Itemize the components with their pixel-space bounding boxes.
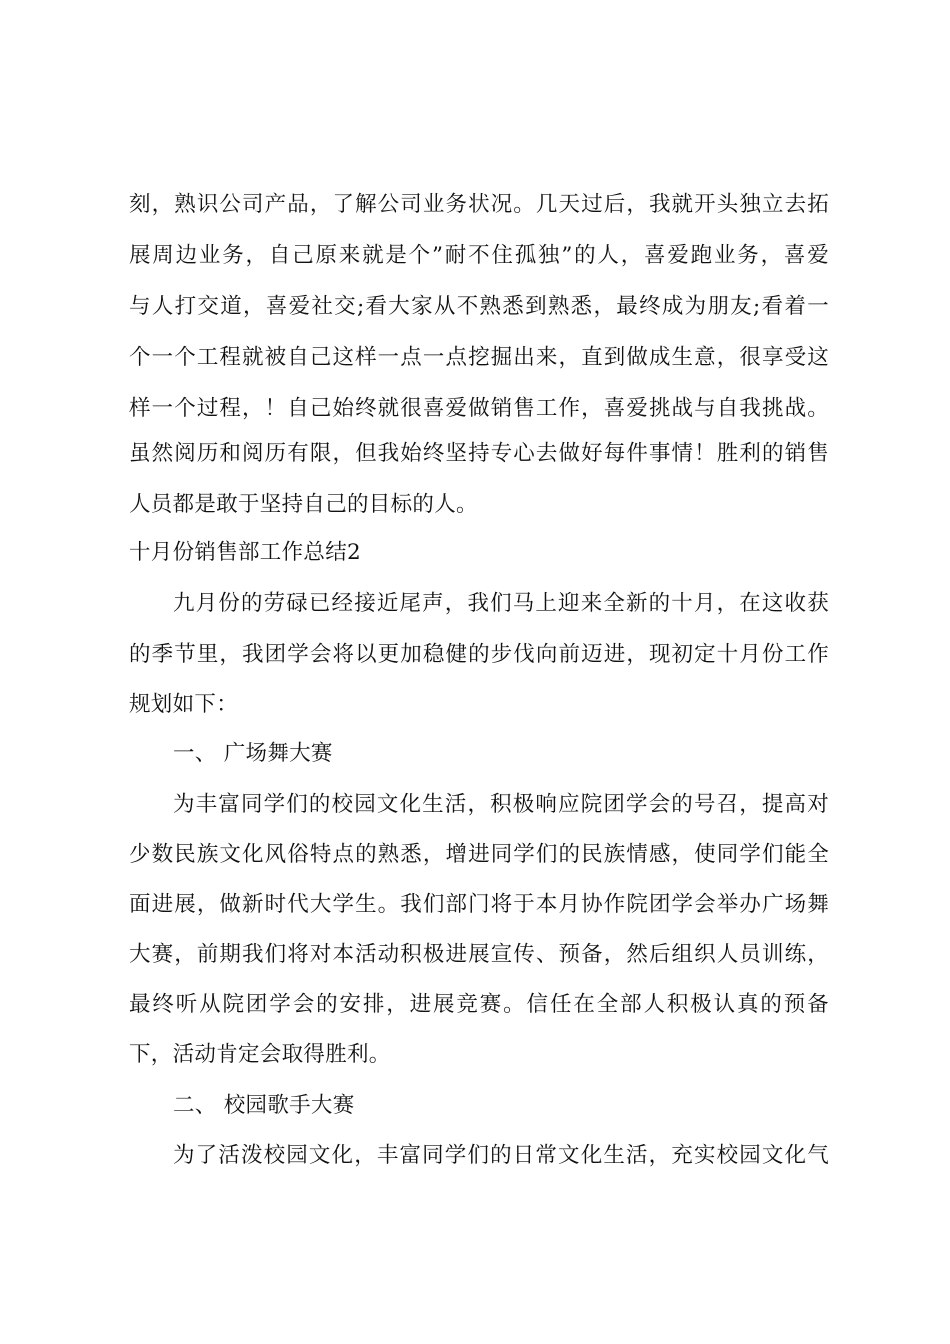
paragraph-line: 九月份的劳碌已经接近尾声，我们马上迎来全新的十月，在这收获 [173,591,829,616]
list-heading: 一、 广场舞大赛 [173,741,333,766]
paragraph-line: 样一个过程，！自己始终就很喜爱做销售工作，喜爱挑战与自我挑战。 [129,396,829,421]
paragraph-line: 少数民族文化风俗特点的熟悉，增进同学们的民族情感，使同学们能全 [129,842,829,867]
paragraph-line: 为了活泼校园文化，丰富同学们的日常文化生活，充实校园文化气 [173,1143,829,1168]
paragraph-line: 为丰富同学们的校园文化生活，积极响应院团学会的号召，提高对 [173,792,829,817]
paragraph-line: 最终听从院团学会的安排，进展竞赛。信任在全部人积极认真的预备 [129,992,829,1017]
paragraph-line: 大赛，前期我们将对本活动积极进展宣传、预备，然后组织人员训练， [129,942,829,967]
paragraph-line: 展周边业务，自己原来就是个”耐不住孤独”的人，喜爱跑业务，喜爱 [129,243,829,268]
list-heading: 二、 校园歌手大赛 [173,1093,355,1118]
paragraph-line: 下，活动肯定会取得胜利。 [129,1042,391,1067]
paragraph-line: 人员都是敢于坚持自己的目标的人。 [129,492,478,517]
section-heading: 十月份销售部工作总结2 [129,540,361,565]
paragraph-line: 规划如下： [129,692,239,717]
paragraph-line: 刻，熟识公司产品，了解公司业务状况。几天过后，我就开头独立去拓 [129,192,829,217]
paragraph-line: 虽然阅历和阅历有限，但我始终坚持专心去做好每件事情！胜利的销售 [129,441,829,466]
paragraph-line: 与人打交道，喜爱社交;看大家从不熟悉到熟悉，最终成为朋友;看着一 [129,294,829,319]
paragraph-line: 个一个工程就被自己这样一点一点挖掘出来，直到做成生意，很享受这 [129,345,829,370]
paragraph-line: 面进展，做新时代大学生。我们部门将于本月协作院团学会举办广场舞 [129,892,829,917]
paragraph-line: 的季节里，我团学会将以更加稳健的步伐向前迈进，现初定十月份工作 [129,642,829,667]
